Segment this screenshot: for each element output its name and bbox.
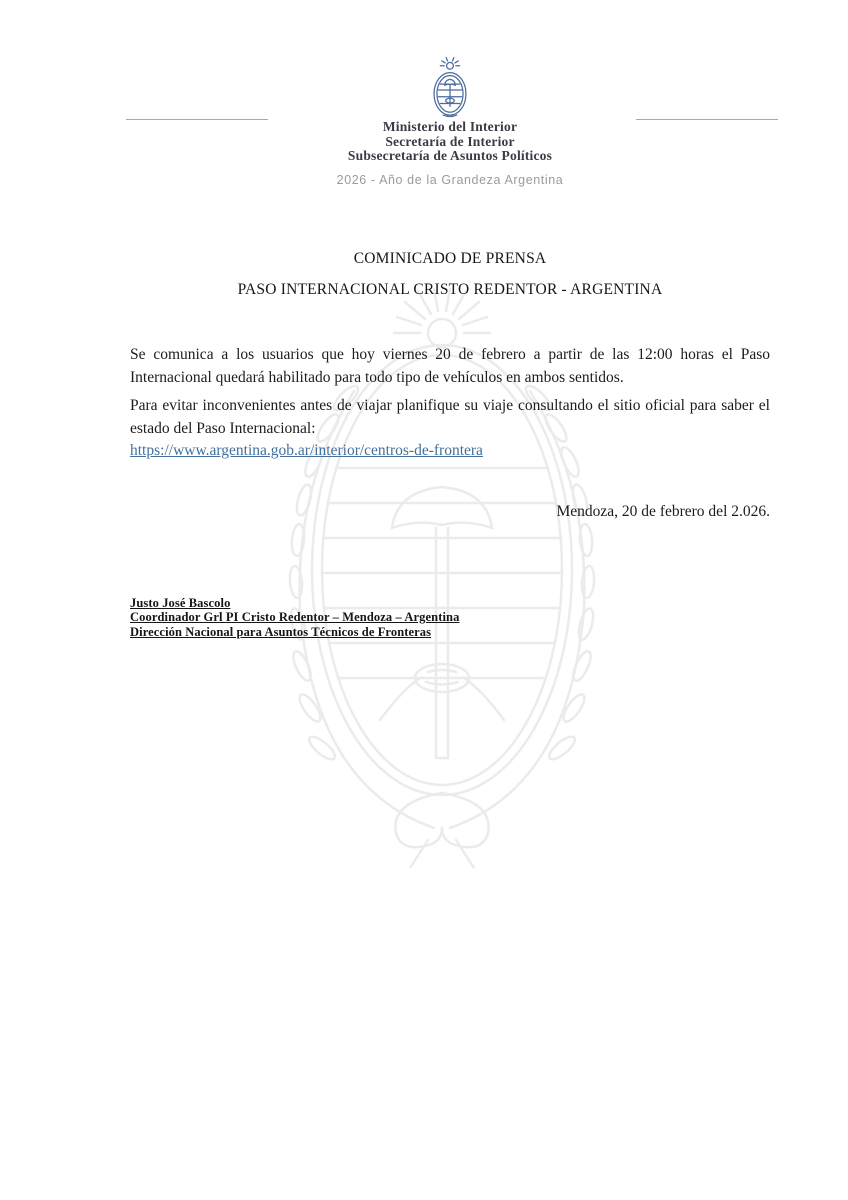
official-site-link[interactable]: https://www.argentina.gob.ar/interior/centros-de-frontera (130, 442, 483, 459)
signature-department: Dirección Nacional para Asuntos Técnicos de Fronteras (130, 624, 432, 639)
body-paragraph-2: Para evitar inconvenientes antes de viajar planifique su viaje consultando el sitio oficial para saber el estado del Paso Internacional: (130, 397, 770, 437)
press-release-title: COMINICADO DE PRENSA (353, 250, 547, 267)
ministry-line-3: Subsecretaría de Asuntos Políticos (347, 148, 553, 164)
signature-block (130, 596, 770, 639)
signature-name: Justo José Bascolo (130, 596, 231, 610)
ministry-line-1: Ministerio del Interior (382, 119, 518, 134)
body-paragraph-1: Se comunica a los usuarios que hoy viernes 20 de febrero a partir de las 12:00 horas el Paso Internacional quedará habilitado para todo tipo de vehículos en ambos sentidos. (130, 346, 770, 386)
ministry-line-2: Secretaría de Interior (385, 133, 515, 149)
year-tagline: 2026 - Año de la Grandeza Argentina (336, 173, 564, 187)
coat-of-arms-logo (130, 56, 770, 122)
dateline: Mendoza, 20 de febrero del 2.026. (556, 503, 770, 520)
signature-title: Coordinador Grl PI Cristo Redentor – Mendoza – Argentina (130, 610, 460, 625)
letterhead-ministry-block (130, 120, 770, 164)
press-release-subtitle: PASO INTERNACIONAL CRISTO REDENTOR - ARGENTINA (237, 281, 663, 298)
official-site-link-row (130, 442, 770, 460)
